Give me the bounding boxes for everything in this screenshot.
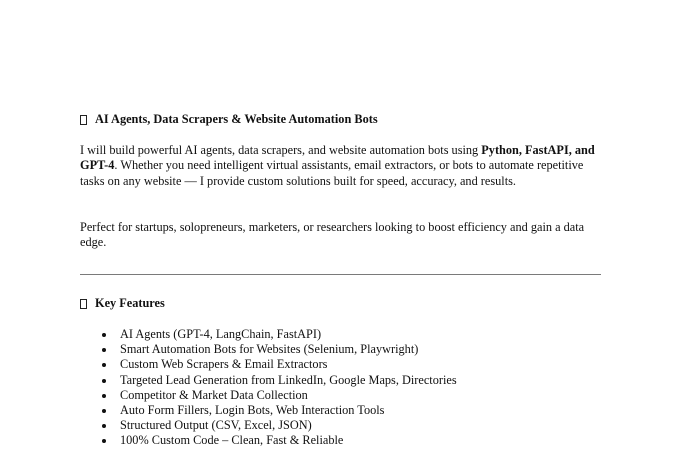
feature-text: 100% Custom Code – Clean, Fast & Reliable bbox=[120, 433, 344, 448]
main-heading-text: AI Agents, Data Scrapers & Website Automation Bots bbox=[95, 112, 378, 126]
features-heading-text: Key Features bbox=[95, 296, 165, 310]
intro-lead-text: I will build powerful AI agents, data scrapers, and website automation bots using bbox=[80, 143, 482, 157]
feature-text: Auto Form Fillers, Login Bots, Web Interaction Tools bbox=[120, 402, 385, 417]
intro-paragraph bbox=[80, 143, 600, 189]
bullet-icon bbox=[102, 394, 106, 398]
document-page bbox=[80, 0, 600, 459]
bullet-icon bbox=[102, 333, 106, 337]
feature-text: Targeted Lead Generation from LinkedIn, Google Maps, Directories bbox=[120, 372, 457, 387]
feature-text: AI Agents (GPT-4, LangChain, FastAPI) bbox=[120, 327, 322, 341]
feature-text: Smart Automation Bots for Websites (Selenium, Playwright) bbox=[120, 342, 419, 357]
missing-glyph-box-icon bbox=[80, 299, 87, 309]
audience-paragraph: Perfect for startups, solopreneurs, marketers, or researchers looking to boost efficiency and gain a data edge. bbox=[80, 220, 585, 250]
bullet-icon bbox=[102, 379, 106, 383]
missing-glyph-box-icon bbox=[80, 115, 87, 125]
feature-item bbox=[100, 418, 457, 433]
bullet-icon bbox=[102, 409, 106, 413]
bullet-icon bbox=[102, 439, 106, 443]
feature-item bbox=[100, 388, 457, 403]
feature-item bbox=[100, 373, 457, 388]
feature-text: Structured Output (CSV, Excel, JSON) bbox=[120, 418, 312, 433]
intro-rest-text: . Whether you need intelligent virtual assistants, email extractors, or bots to automate repetitive tasks on any website — I provide custom solutions built for speed, accuracy, and results. bbox=[80, 158, 584, 188]
bullet-icon bbox=[102, 363, 106, 367]
features-list bbox=[100, 327, 457, 449]
feature-item bbox=[100, 357, 457, 372]
intro-tech-stack: Python, FastAPI, and GPT-4 bbox=[80, 143, 595, 173]
feature-item bbox=[100, 327, 457, 342]
feature-item bbox=[100, 342, 457, 357]
bullet-icon bbox=[102, 424, 106, 428]
bullet-icon bbox=[102, 348, 106, 352]
feature-item bbox=[100, 403, 457, 418]
horizontal-divider bbox=[80, 274, 601, 275]
feature-item bbox=[100, 433, 457, 448]
features-heading bbox=[80, 296, 165, 311]
feature-text: Custom Web Scrapers & Email Extractors bbox=[120, 357, 328, 372]
main-heading bbox=[80, 112, 378, 127]
feature-text: Competitor & Market Data Collection bbox=[120, 387, 308, 402]
